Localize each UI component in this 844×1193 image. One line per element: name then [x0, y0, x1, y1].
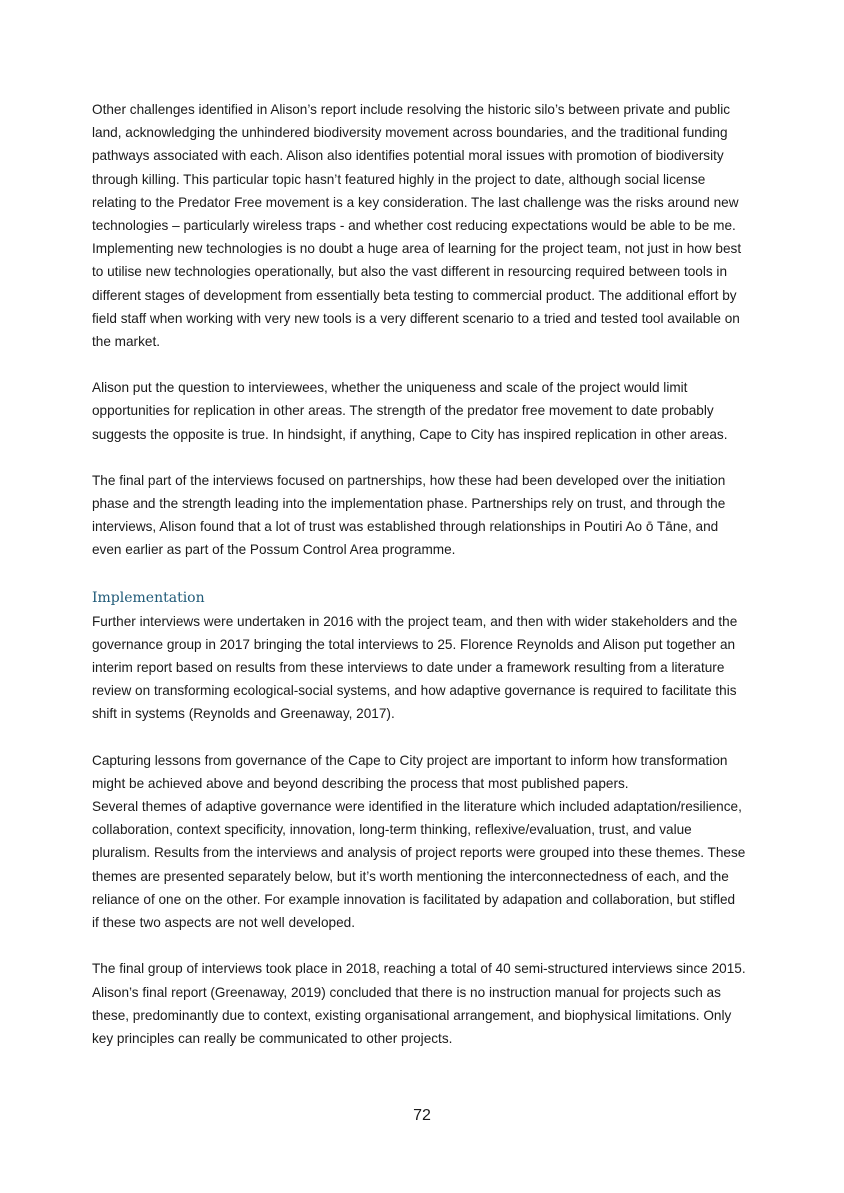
paragraph-final-interviews: The final group of interviews took place in 2018, reaching a total of 40 semi-structured interviews since 2015. Alison’s final report (Greenaway, 2019) concluded that there is no instruction manual for projects such as these, predominantly due to context, existing organisational arrangement, and biophysical limitations. Only key principles can really be communicated to other projects. [92, 961, 746, 1046]
paragraph-partnerships: The final part of the interviews focused on partnerships, how these had been developed over the initiation phase and the strength leading into the implementation phase. Partnerships rely on trust, and through the interviews, Alison found that a lot of trust was established through relationships in Poutiri Ao ō Tāne, and even earlier as part of the Possum Control Area programme. [92, 472, 726, 558]
document-body [92, 98, 748, 1050]
paragraph-capturing-lessons: Capturing lessons from governance of the Cape to City project are important to inform how transformation might be achieved above and beyond describing the process that most published papers. [92, 752, 728, 791]
paragraph-further-interviews: Further interviews were undertaken in 2016 with the project team, and then with wider stakeholders and the governance group in 2017 bringing the total interviews to 25. Florence Reynolds and Alison put together an interim report based on results from these interviews to date under a framework resulting from a literature review on transforming ecological-social systems, and how adaptive governance is required to facilitate this shift in systems (Reynolds and Greenaway, 2017). [92, 613, 738, 722]
page-number: 72 [413, 1107, 431, 1124]
paragraph-other-challenges: Other challenges identified in Alison’s report include resolving the historic silo’s between private and public land, acknowledging the unhindered biodiversity movement across boundaries, and the traditional funding pathways associated with each. Alison also identifies potential moral issues with promotion of biodiversity through killing. This particular topic hasn’t featured highly in the project to date, although social license relating to the Predator Free movement is a key consideration. The last challenge was the risks around new technologies – particularly wireless traps - and whether cost reducing expectations would be able to be me. Implementing new technologies is no doubt a huge area of learning for the project team, not just in how best to utilise new technologies operationally, but also the vast different in resourcing required between tools in different stages of development from essentially beta testing to commercial product. The additional effort by field staff when working with very new tools is a very different scenario to a tried and tested tool available on the market. [92, 102, 742, 350]
paragraph-adaptive-governance-themes: Several themes of adaptive governance were identified in the literature which included adaptation/resilience, collaboration, context specificity, innovation, long-term thinking, reflexive/evaluation, trust, and value pluralism. Results from the interviews and analysis of project reports were grouped into these themes. These themes are presented separately below, but it’s worth mentioning the interconnectedness of each, and the reliance of one on the other. For example innovation is facilitated by adapation and collaboration, but stifled if these two aspects are not well developed. [92, 799, 746, 931]
paragraph-replication: Alison put the question to interviewees, whether the uniqueness and scale of the project would limit opportunities for replication in other areas. The strength of the predator free movement to date probably suggests the opposite is true. In hindsight, if anything, Cape to City has inspired replication in other areas. [92, 380, 728, 442]
section-heading-implementation: Implementation [92, 589, 205, 606]
